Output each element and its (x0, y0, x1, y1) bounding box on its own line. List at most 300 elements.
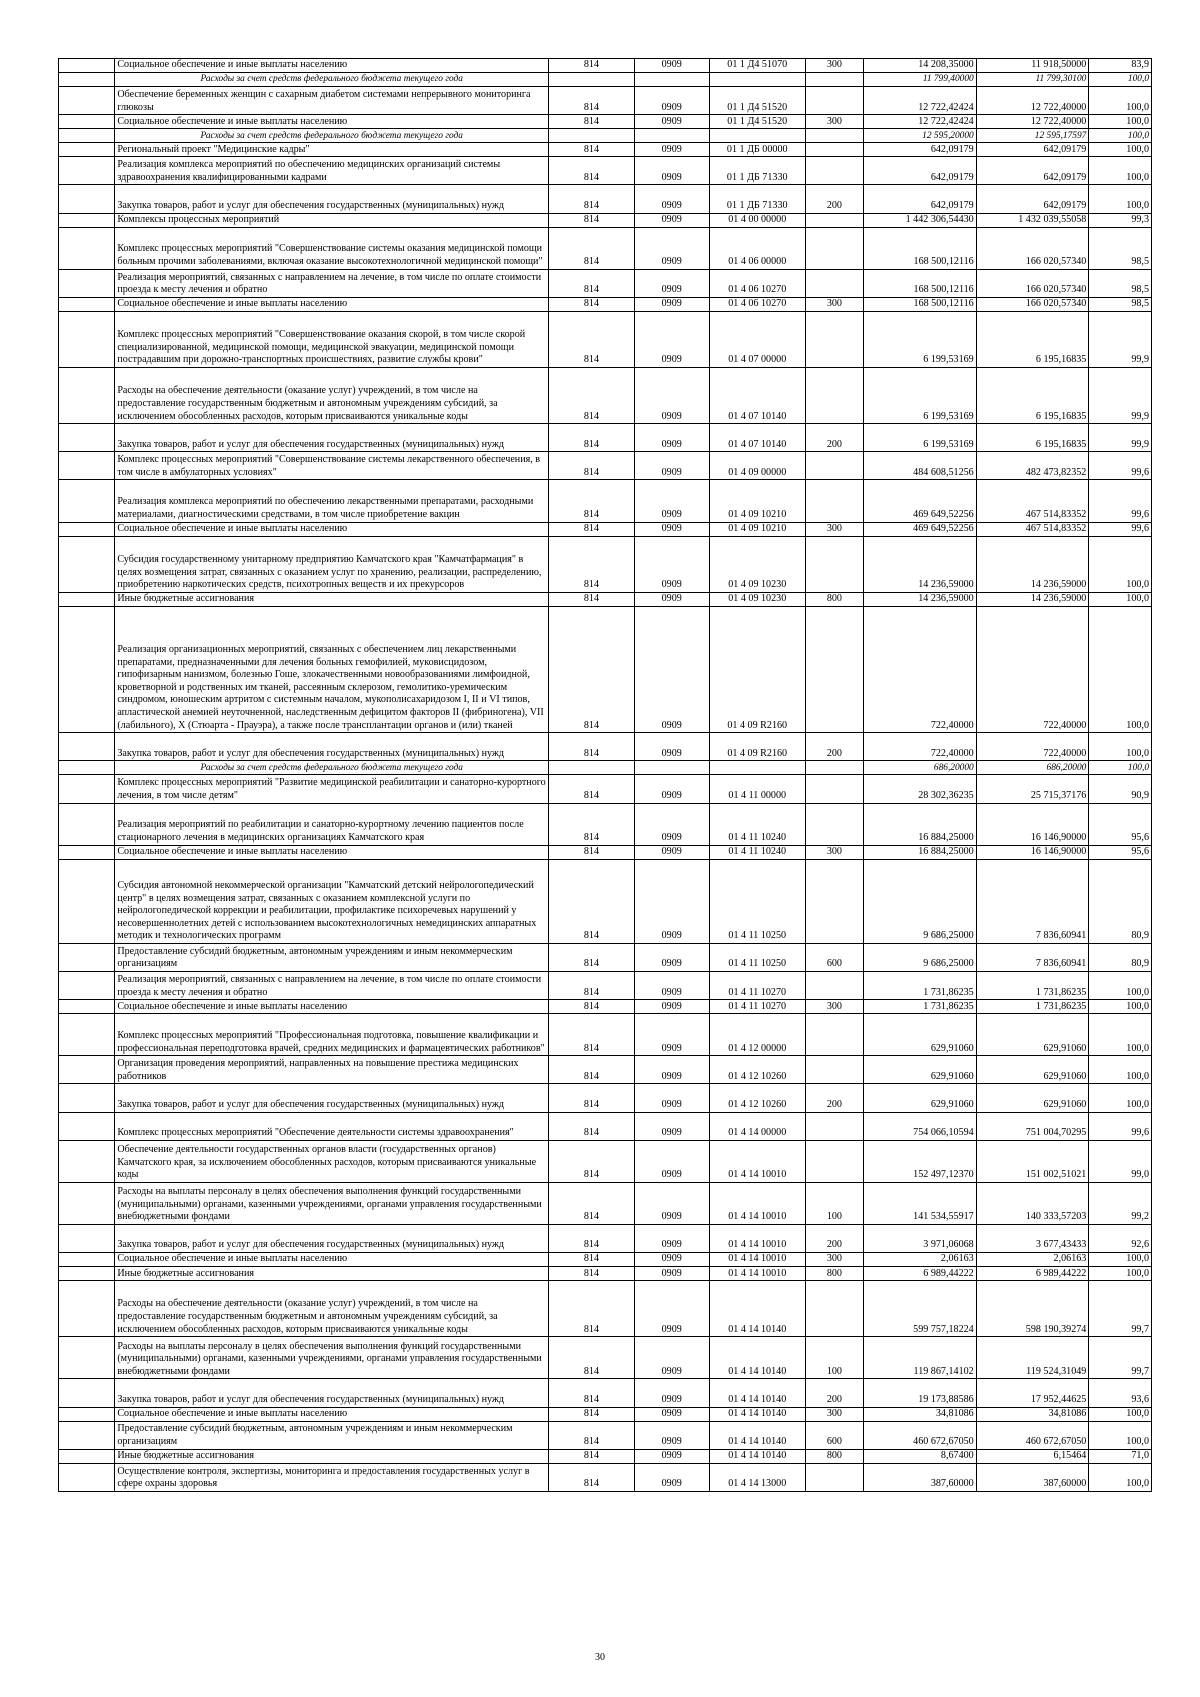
row-fact: 17 952,44625 (976, 1379, 1089, 1407)
row-name: Обеспечение деятельности государственных органов власти (государственных органов) Камчатского края, за исключением обособленных расходов, которым присваиваются уникальные коды (115, 1140, 549, 1182)
row-name: Организация проведения мероприятий, направленных на повышение престижа медицинских работников (115, 1056, 549, 1084)
row-expense-type (805, 143, 863, 157)
row-margin-cell (59, 1182, 115, 1224)
row-admin-code: 814 (549, 733, 635, 761)
row-fact: 642,09179 (976, 157, 1089, 185)
row-admin-code: 814 (549, 213, 635, 227)
row-expense-type: 300 (805, 297, 863, 311)
row-plan: 3 971,06068 (864, 1224, 977, 1252)
row-expense-type: 100 (805, 1182, 863, 1224)
row-margin-cell (59, 733, 115, 761)
row-section-code: 0909 (634, 59, 709, 73)
row-plan: 1 731,86235 (864, 972, 977, 1000)
row-target-code: 01 4 09 R2160 (709, 733, 805, 761)
row-target-code: 01 4 14 10010 (709, 1140, 805, 1182)
row-plan: 9 686,25000 (864, 859, 977, 943)
row-expense-type: 800 (805, 592, 863, 606)
row-fact: 3 677,43433 (976, 1224, 1089, 1252)
row-fact: 166 020,57340 (976, 297, 1089, 311)
row-name: Расходы на обеспечение деятельности (оказание услуг) учреждений, в том числе на предоставление государственным бюджетным и автономным учреждениям субсидий, за исключением обособленных расходов, которым присваиваются уникальные коды (115, 368, 549, 424)
row-section-code: 0909 (634, 592, 709, 606)
row-expense-type (805, 480, 863, 522)
row-expense-type (805, 73, 863, 87)
row-section-code: 0909 (634, 1056, 709, 1084)
row-margin-cell (59, 157, 115, 185)
row-percent: 100,0 (1089, 592, 1152, 606)
row-expense-type: 100 (805, 1337, 863, 1379)
row-section-code: 0909 (634, 845, 709, 859)
row-margin-cell (59, 480, 115, 522)
row-expense-type (805, 452, 863, 480)
row-admin-code: 814 (549, 1379, 635, 1407)
table-row (59, 1267, 1152, 1281)
row-percent: 100,0 (1089, 1056, 1152, 1084)
row-fact: 12 722,40000 (976, 115, 1089, 129)
row-margin-cell (59, 1014, 115, 1056)
row-expense-type (805, 606, 863, 732)
row-margin-cell (59, 424, 115, 452)
row-section-code (634, 73, 709, 87)
row-expense-type (805, 775, 863, 803)
table-row (59, 845, 1152, 859)
table-row (59, 452, 1152, 480)
row-plan: 469 649,52256 (864, 480, 977, 522)
row-target-code: 01 4 12 00000 (709, 1014, 805, 1056)
row-section-code: 0909 (634, 1182, 709, 1224)
row-name: Расходы за счет средств федерального бюджета текущего года (115, 73, 549, 87)
row-admin-code: 814 (549, 803, 635, 845)
row-fact: 6 195,16835 (976, 368, 1089, 424)
table-row (59, 1140, 1152, 1182)
row-admin-code: 814 (549, 536, 635, 592)
row-fact: 751 004,70295 (976, 1112, 1089, 1140)
row-section-code (634, 761, 709, 775)
row-target-code: 01 4 11 10250 (709, 943, 805, 971)
row-admin-code: 814 (549, 185, 635, 213)
row-target-code: 01 4 09 00000 (709, 452, 805, 480)
row-fact: 140 333,57203 (976, 1182, 1089, 1224)
row-margin-cell (59, 803, 115, 845)
row-section-code: 0909 (634, 1421, 709, 1449)
row-target-code: 01 4 07 10140 (709, 424, 805, 452)
row-section-code: 0909 (634, 536, 709, 592)
row-admin-code: 814 (549, 845, 635, 859)
row-name: Закупка товаров, работ и услуг для обеспечения государственных (муниципальных) нужд (115, 1224, 549, 1252)
row-expense-type: 600 (805, 1421, 863, 1449)
row-margin-cell (59, 368, 115, 424)
row-plan: 14 236,59000 (864, 592, 977, 606)
table-row (59, 1463, 1152, 1491)
row-margin-cell (59, 129, 115, 143)
row-plan: 6 989,44222 (864, 1267, 977, 1281)
row-plan: 6 199,53169 (864, 368, 977, 424)
row-target-code: 01 4 14 10140 (709, 1407, 805, 1421)
row-name: Реализация мероприятий, связанных с направлением на лечение, в том числе по оплате стоимости проезда к месту лечения и обратно (115, 972, 549, 1000)
row-name: Расходы за счет средств федерального бюджета текущего года (115, 761, 549, 775)
table-row (59, 522, 1152, 536)
row-admin-code: 814 (549, 1084, 635, 1112)
row-admin-code: 814 (549, 522, 635, 536)
row-target-code: 01 4 09 10230 (709, 536, 805, 592)
row-percent: 99,7 (1089, 1281, 1152, 1337)
row-fact: 2,06163 (976, 1253, 1089, 1267)
row-name: Закупка товаров, работ и услуг для обеспечения государственных (муниципальных) нужд (115, 1084, 549, 1112)
row-target-code: 01 4 14 10010 (709, 1182, 805, 1224)
row-expense-type (805, 213, 863, 227)
row-plan: 168 500,12116 (864, 269, 977, 297)
row-margin-cell (59, 1224, 115, 1252)
table-row (59, 859, 1152, 943)
row-admin-code: 814 (549, 368, 635, 424)
row-target-code: 01 4 11 10270 (709, 972, 805, 1000)
row-percent: 100,0 (1089, 606, 1152, 732)
row-percent: 95,6 (1089, 803, 1152, 845)
row-name: Иные бюджетные ассигнования (115, 1267, 549, 1281)
row-admin-code: 814 (549, 269, 635, 297)
row-plan: 642,09179 (864, 157, 977, 185)
row-name: Осуществление контроля, экспертизы, мониторинга и предоставления государственных услуг в сфере охраны здоровья (115, 1463, 549, 1491)
row-name: Иные бюджетные ассигнования (115, 1449, 549, 1463)
row-expense-type (805, 1014, 863, 1056)
table-row (59, 1224, 1152, 1252)
row-name: Расходы на выплаты персоналу в целях обеспечения выполнения функций государственными (муниципальными) органами, казенными учреждениями, органами управления государственными внебюджетными фондами (115, 1182, 549, 1224)
row-admin-code: 814 (549, 311, 635, 367)
row-name: Закупка товаров, работ и услуг для обеспечения государственных (муниципальных) нужд (115, 733, 549, 761)
row-target-code: 01 4 12 10260 (709, 1084, 805, 1112)
row-section-code: 0909 (634, 1000, 709, 1014)
row-target-code: 01 4 14 10140 (709, 1421, 805, 1449)
row-expense-type (805, 87, 863, 115)
row-margin-cell (59, 1140, 115, 1182)
row-plan: 168 500,12116 (864, 227, 977, 269)
row-margin-cell (59, 606, 115, 732)
row-fact: 467 514,83352 (976, 480, 1089, 522)
row-name: Расходы на выплаты персоналу в целях обеспечения выполнения функций государственными (муниципальными) органами, казенными учреждениями, органами управления государственными внебюджетными фондами (115, 1337, 549, 1379)
row-margin-cell (59, 1267, 115, 1281)
row-expense-type: 300 (805, 845, 863, 859)
row-admin-code: 814 (549, 1014, 635, 1056)
row-margin-cell (59, 972, 115, 1000)
row-plan: 14 236,59000 (864, 536, 977, 592)
row-margin-cell (59, 943, 115, 971)
row-expense-type (805, 536, 863, 592)
row-target-code: 01 4 11 10240 (709, 845, 805, 859)
row-target-code: 01 4 09 10210 (709, 522, 805, 536)
row-admin-code (549, 129, 635, 143)
row-name: Социальное обеспечение и иные выплаты населению (115, 522, 549, 536)
row-margin-cell (59, 859, 115, 943)
row-target-code: 01 1 Д4 51070 (709, 59, 805, 73)
row-margin-cell (59, 1421, 115, 1449)
row-target-code: 01 1 ДБ 00000 (709, 143, 805, 157)
row-expense-type: 300 (805, 522, 863, 536)
row-section-code: 0909 (634, 1014, 709, 1056)
row-expense-type (805, 1140, 863, 1182)
row-expense-type: 300 (805, 115, 863, 129)
row-fact: 6 195,16835 (976, 424, 1089, 452)
table-row (59, 59, 1152, 73)
row-fact: 598 190,39274 (976, 1281, 1089, 1337)
row-fact: 7 836,60941 (976, 859, 1089, 943)
table-row (59, 143, 1152, 157)
row-target-code: 01 4 14 10010 (709, 1224, 805, 1252)
table-row (59, 1379, 1152, 1407)
table-row (59, 1281, 1152, 1337)
row-expense-type: 200 (805, 1224, 863, 1252)
row-percent: 100,0 (1089, 972, 1152, 1000)
row-section-code: 0909 (634, 1112, 709, 1140)
row-percent: 71,0 (1089, 1449, 1152, 1463)
row-expense-type: 200 (805, 185, 863, 213)
row-name: Комплексы процессных мероприятий (115, 213, 549, 227)
row-expense-type (805, 227, 863, 269)
row-target-code: 01 4 06 10270 (709, 269, 805, 297)
row-fact: 629,91060 (976, 1014, 1089, 1056)
row-name: Социальное обеспечение и иные выплаты населению (115, 1253, 549, 1267)
row-name: Социальное обеспечение и иные выплаты населению (115, 1407, 549, 1421)
row-fact: 1 731,86235 (976, 1000, 1089, 1014)
row-fact: 686,20000 (976, 761, 1089, 775)
row-expense-type (805, 1056, 863, 1084)
row-section-code: 0909 (634, 227, 709, 269)
row-name: Предоставление субсидий бюджетным, автономным учреждениям и иным некоммерческим организациям (115, 1421, 549, 1449)
row-target-code: 01 4 09 10230 (709, 592, 805, 606)
row-margin-cell (59, 143, 115, 157)
row-section-code: 0909 (634, 143, 709, 157)
table-row (59, 1014, 1152, 1056)
row-fact: 722,40000 (976, 733, 1089, 761)
row-admin-code (549, 73, 635, 87)
row-percent: 98,5 (1089, 227, 1152, 269)
row-name: Реализация мероприятий по реабилитации и санаторно-курортному лечению пациентов после стационарного лечения в медицинских организациях Камчатского края (115, 803, 549, 845)
row-plan: 629,91060 (864, 1084, 977, 1112)
row-margin-cell (59, 87, 115, 115)
row-admin-code: 814 (549, 1337, 635, 1379)
table-row (59, 1337, 1152, 1379)
row-plan: 19 173,88586 (864, 1379, 977, 1407)
row-fact: 11 799,30100 (976, 73, 1089, 87)
row-expense-type: 200 (805, 1379, 863, 1407)
row-margin-cell (59, 592, 115, 606)
row-admin-code: 814 (549, 1421, 635, 1449)
row-name: Закупка товаров, работ и услуг для обеспечения государственных (муниципальных) нужд (115, 185, 549, 213)
table-row (59, 775, 1152, 803)
row-percent: 99,9 (1089, 368, 1152, 424)
table-row (59, 1407, 1152, 1421)
row-admin-code: 814 (549, 1140, 635, 1182)
row-name: Субсидия автономной некоммерческой организации "Камчатский детский нейрологопедический центр" в целях возмещения затрат, связанных с оказанием комплексной услуги по нейрологопедической коррекции и реабилитации, профилактике психоречевых нарушений у несовершеннолетних детей с использованием высокотехнологичных немедицинских аппаратных методик и технологических программ (115, 859, 549, 943)
row-plan: 34,81086 (864, 1407, 977, 1421)
row-expense-type (805, 972, 863, 1000)
row-plan: 484 608,51256 (864, 452, 977, 480)
row-target-code: 01 4 11 10250 (709, 859, 805, 943)
row-fact: 482 473,82352 (976, 452, 1089, 480)
row-section-code (634, 129, 709, 143)
row-admin-code: 814 (549, 157, 635, 185)
row-fact: 642,09179 (976, 185, 1089, 213)
row-fact: 6 989,44222 (976, 1267, 1089, 1281)
row-section-code: 0909 (634, 803, 709, 845)
table-row (59, 227, 1152, 269)
row-section-code: 0909 (634, 733, 709, 761)
row-name: Социальное обеспечение и иные выплаты населению (115, 297, 549, 311)
row-admin-code: 814 (549, 424, 635, 452)
row-plan: 722,40000 (864, 606, 977, 732)
row-margin-cell (59, 59, 115, 73)
row-plan: 6 199,53169 (864, 424, 977, 452)
row-section-code: 0909 (634, 1253, 709, 1267)
row-plan: 14 208,35000 (864, 59, 977, 73)
row-section-code: 0909 (634, 1281, 709, 1337)
row-margin-cell (59, 1449, 115, 1463)
row-admin-code: 814 (549, 1449, 635, 1463)
row-admin-code: 814 (549, 1281, 635, 1337)
row-margin-cell (59, 115, 115, 129)
row-name: Комплекс процессных мероприятий "Совершенствование оказания скорой, в том числе скорой специализированной, медицинской помощи, медицинской эвакуации, медицинской помощи пострадавшим при дорожно-транспортных происшествиях, развитие службы крови" (115, 311, 549, 367)
table-row (59, 87, 1152, 115)
row-margin-cell (59, 536, 115, 592)
row-name: Социальное обеспечение и иные выплаты населению (115, 845, 549, 859)
row-name: Закупка товаров, работ и услуг для обеспечения государственных (муниципальных) нужд (115, 1379, 549, 1407)
row-target-code: 01 4 14 10140 (709, 1379, 805, 1407)
row-name: Региональный проект "Медицинские кадры" (115, 143, 549, 157)
row-fact: 166 020,57340 (976, 227, 1089, 269)
row-target-code: 01 4 11 00000 (709, 775, 805, 803)
row-plan: 28 302,36235 (864, 775, 977, 803)
row-percent: 100,0 (1089, 115, 1152, 129)
row-section-code: 0909 (634, 1224, 709, 1252)
row-target-code: 01 4 07 00000 (709, 311, 805, 367)
row-plan: 460 672,67050 (864, 1421, 977, 1449)
row-percent: 99,6 (1089, 1112, 1152, 1140)
table-row (59, 480, 1152, 522)
row-percent: 92,6 (1089, 1224, 1152, 1252)
row-expense-type: 800 (805, 1267, 863, 1281)
row-percent: 100,0 (1089, 1014, 1152, 1056)
table-row (59, 1253, 1152, 1267)
row-target-code (709, 73, 805, 87)
row-fact: 722,40000 (976, 606, 1089, 732)
row-target-code: 01 4 06 10270 (709, 297, 805, 311)
table-row (59, 1182, 1152, 1224)
row-name: Комплекс процессных мероприятий "Совершенствование системы оказания медицинской помощи больным прочими заболеваниями, включая оказание высокотехнологичной медицинской помощи" (115, 227, 549, 269)
row-fact: 1 432 039,55058 (976, 213, 1089, 227)
row-admin-code: 814 (549, 775, 635, 803)
row-percent: 100,0 (1089, 1084, 1152, 1112)
row-plan: 469 649,52256 (864, 522, 977, 536)
row-section-code: 0909 (634, 943, 709, 971)
row-name: Обеспечение беременных женщин с сахарным диабетом системами непрерывного мониторинга глюкозы (115, 87, 549, 115)
row-expense-type (805, 269, 863, 297)
row-margin-cell (59, 1000, 115, 1014)
row-target-code: 01 1 Д4 51520 (709, 115, 805, 129)
row-expense-type (805, 859, 863, 943)
row-target-code: 01 4 11 10240 (709, 803, 805, 845)
row-percent: 98,5 (1089, 297, 1152, 311)
row-section-code: 0909 (634, 115, 709, 129)
row-plan: 599 757,18224 (864, 1281, 977, 1337)
row-percent: 90,9 (1089, 775, 1152, 803)
row-percent: 99,3 (1089, 213, 1152, 227)
row-plan: 629,91060 (864, 1014, 977, 1056)
row-admin-code: 814 (549, 452, 635, 480)
row-admin-code: 814 (549, 1253, 635, 1267)
row-expense-type (805, 1463, 863, 1491)
table-row (59, 592, 1152, 606)
row-margin-cell (59, 1253, 115, 1267)
row-section-code: 0909 (634, 1379, 709, 1407)
row-section-code: 0909 (634, 1337, 709, 1379)
row-fact: 460 672,67050 (976, 1421, 1089, 1449)
row-name: Комплекс процессных мероприятий "Совершенствование системы лекарственного обеспечения, в том числе в амбулаторных условиях" (115, 452, 549, 480)
federal-budget-row (59, 73, 1152, 87)
row-fact: 7 836,60941 (976, 943, 1089, 971)
row-plan: 6 199,53169 (864, 311, 977, 367)
row-section-code: 0909 (634, 424, 709, 452)
row-admin-code: 814 (549, 297, 635, 311)
row-target-code (709, 761, 805, 775)
row-section-code: 0909 (634, 522, 709, 536)
row-section-code: 0909 (634, 87, 709, 115)
row-plan: 686,20000 (864, 761, 977, 775)
row-expense-type: 200 (805, 733, 863, 761)
row-section-code: 0909 (634, 1407, 709, 1421)
row-section-code: 0909 (634, 1449, 709, 1463)
row-section-code: 0909 (634, 213, 709, 227)
table-row (59, 1000, 1152, 1014)
table-row (59, 972, 1152, 1000)
row-plan: 12 722,42424 (864, 115, 977, 129)
row-fact: 642,09179 (976, 143, 1089, 157)
row-fact: 25 715,37176 (976, 775, 1089, 803)
row-plan: 722,40000 (864, 733, 977, 761)
row-fact: 16 146,90000 (976, 803, 1089, 845)
row-name: Иные бюджетные ассигнования (115, 592, 549, 606)
table-row (59, 424, 1152, 452)
row-plan: 754 066,10594 (864, 1112, 977, 1140)
row-margin-cell (59, 1407, 115, 1421)
row-name: Реализация комплекса мероприятий по обеспечению лекарственными препаратами, расходными материалами, диагностическими средствами, в том числе приобретение вакцин (115, 480, 549, 522)
row-section-code: 0909 (634, 368, 709, 424)
row-percent: 100,0 (1089, 733, 1152, 761)
row-margin-cell (59, 452, 115, 480)
row-name: Комплекс процессных мероприятий "Развитие медицинской реабилитации и санаторно-курортного лечения, в том числе детям" (115, 775, 549, 803)
row-margin-cell (59, 73, 115, 87)
table-row (59, 1056, 1152, 1084)
row-section-code: 0909 (634, 1084, 709, 1112)
federal-budget-row (59, 129, 1152, 143)
row-percent: 99,6 (1089, 452, 1152, 480)
row-percent: 100,0 (1089, 143, 1152, 157)
row-expense-type: 300 (805, 1407, 863, 1421)
row-percent: 99,6 (1089, 522, 1152, 536)
row-fact: 6 195,16835 (976, 311, 1089, 367)
row-percent: 100,0 (1089, 1421, 1152, 1449)
row-expense-type (805, 803, 863, 845)
row-target-code: 01 4 09 10210 (709, 480, 805, 522)
row-admin-code: 814 (549, 972, 635, 1000)
row-target-code: 01 4 12 10260 (709, 1056, 805, 1084)
row-target-code: 01 1 ДБ 71330 (709, 185, 805, 213)
row-plan: 168 500,12116 (864, 297, 977, 311)
row-fact: 629,91060 (976, 1084, 1089, 1112)
row-name: Закупка товаров, работ и услуг для обеспечения государственных (муниципальных) нужд (115, 424, 549, 452)
row-percent: 95,6 (1089, 845, 1152, 859)
row-plan: 16 884,25000 (864, 803, 977, 845)
row-percent: 80,9 (1089, 943, 1152, 971)
row-section-code: 0909 (634, 1267, 709, 1281)
row-margin-cell (59, 1056, 115, 1084)
